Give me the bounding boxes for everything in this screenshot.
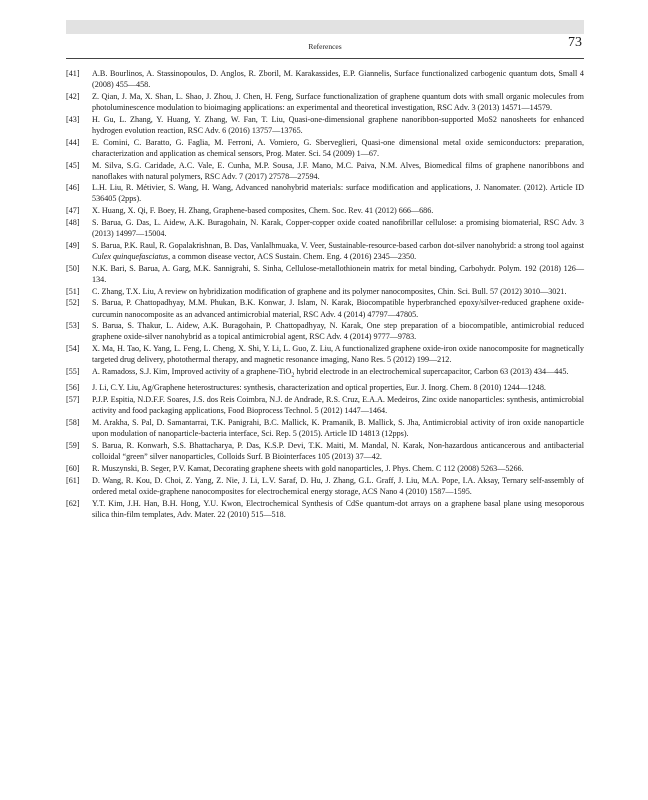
reference-text — [92, 161, 584, 181]
reference-item — [66, 217, 584, 239]
reference-body: X. Ma, H. Tao, K. Yang, L. Feng, L. Cheng, X. Shi, Y. Li, L. Guo, Z. Liu, A functionalized graphene oxide-iron oxide nanocomposite for magnetically targeted drug delivery, photothermal therapy, and magnetic resonance imaging, Nano Res. 5 (2012) 199—212. — [92, 344, 584, 365]
reference-item — [66, 343, 584, 365]
reference-number: [58] — [66, 418, 80, 428]
reference-item — [66, 160, 584, 182]
reference-item — [66, 382, 584, 393]
page-number: 73 — [568, 35, 582, 50]
reference-number: [54] — [66, 344, 80, 354]
reference-item — [66, 263, 584, 285]
reference-text — [92, 367, 569, 379]
reference-body: M. Silva, S.G. Caridade, A.C. Vale, E. Cunha, M.P. Sousa, J.F. Mano, M.C. Paiva, N.M. Alves, Biomedical films of graphene nanoribbons and nanoflakes with natural polymers, RSC Adv. 7 (2017) 27578—27594. — [92, 160, 584, 181]
reference-body: S. Barua, G. Das, L. Aidew, A.K. Buragohain, N. Karak, Copper-copper oxide coated nanofibrillar cellulose: a promising biomaterial, RSC Adv. 3 (2013) 14997—15004. — [92, 218, 584, 239]
reference-number: [44] — [66, 137, 80, 147]
reference-number: [42] — [66, 91, 80, 101]
reference-text — [92, 418, 584, 438]
reference-text — [92, 344, 584, 364]
reference-body: S. Barua, P. Chattopadhyay, M.M. Phukan, B.K. Konwar, J. Islam, N. Karak, Biocompatible hyperbranched epoxy/silver-reduced graphene oxide-curcumin nanocomposite as an advanced antimicrobial material, RSC Adv. 4 (2014) 47797—47805. — [92, 298, 584, 319]
reference-number: [56] — [66, 383, 80, 393]
reference-item — [66, 114, 584, 136]
reference-list — [66, 68, 584, 520]
reference-text — [92, 115, 584, 135]
reference-body: N.K. Bari, S. Barua, A. Garg, M.K. Sannigrahi, S. Sinha, Cellulose-metallothionein matrix for metal binding, Carbohydr. Polym. 192 (2018) 126—134. — [92, 263, 584, 284]
running-header — [66, 36, 584, 59]
reference-number: [47] — [66, 206, 80, 216]
reference-number: [55] — [66, 367, 80, 377]
reference-item — [66, 240, 584, 262]
reference-body-start: S. Barua, P.K. Raul, R. Gopalakrishnan, B. Das, Vanlalhmuaka, V. Veer, Sustainable-resource-based carbon dot-silver nanohybrid: a strong tool against — [92, 240, 584, 250]
reference-body-start: A. Ramadoss, S.J. Kim, Improved activity of a graphene-TiO — [92, 367, 292, 377]
reference-number: [45] — [66, 160, 80, 170]
reference-item — [66, 286, 584, 297]
reference-body: Z. Qian, J. Ma, X. Shan, L. Shao, J. Zhou, J. Chen, H. Feng, Surface functionalization of graphene quantum dots with small organic molecules from photoluminescence modulation to bioimaging applications: an experimental and theoretical investigation, RSC Adv. 3 (2013) 14571—14579. — [92, 91, 584, 112]
reference-number: [46] — [66, 183, 80, 193]
reference-text — [92, 218, 584, 238]
reference-item — [66, 91, 584, 113]
reference-number: [52] — [66, 298, 80, 308]
reference-text — [92, 92, 584, 112]
reference-item — [66, 320, 584, 342]
reference-item — [66, 205, 584, 216]
reference-item — [66, 463, 584, 474]
running-title: References — [308, 42, 342, 51]
reference-subscript: 2 — [291, 372, 295, 379]
reference-number: [61] — [66, 475, 80, 485]
reference-text — [92, 441, 584, 461]
reference-text — [92, 476, 584, 496]
reference-text — [92, 183, 584, 203]
reference-body: S. Barua, S. Thakur, L. Aidew, A.K. Buragohain, P. Chattopadhyay, N. Karak, One step preparation of a biocompatible, antimicrobial reduced graphene oxide-silver nanohybrid as a topical antimicrobial agent, RSC Adv. 4 (2014) 9777—9783. — [92, 321, 584, 342]
reference-number: [62] — [66, 498, 80, 508]
reference-text — [92, 264, 584, 284]
reference-body: D. Wang, R. Kou, D. Choi, Z. Yang, Z. Nie, J. Li, L.V. Saraf, D. Hu, J. Zhang, G.L. Graff, J. Liu, M.A. Pope, I.A. Aksay, Ternary self-assembly of ordered metal oxide-graphene nanocomposites for electrochemical energy storage, ACS Nano 4 (2010) 1587—1595. — [92, 475, 584, 496]
reference-body: S. Barua, R. Konwarh, S.S. Bhattacharya, P. Das, K.S.P. Devi, T.K. Maiti, M. Mandal, N. Karak, Non-hazardous anticancerous and antibacterial colloidal “green” silver nanoparticles, Colloids Surf. B Biointerfaces 105 (2013) 37—42. — [92, 441, 584, 462]
reference-item — [66, 394, 584, 416]
reference-item — [66, 440, 584, 462]
reference-text — [92, 241, 584, 261]
reference-item — [66, 366, 584, 382]
header-bar — [66, 20, 584, 34]
page — [66, 20, 584, 536]
reference-number: [53] — [66, 321, 80, 331]
reference-body: X. Huang, X. Qi, F. Boey, H. Zhang, Graphene-based composites, Chem. Soc. Rev. 41 (2012) 666—686. — [92, 206, 434, 216]
reference-item — [66, 68, 584, 90]
reference-text — [92, 138, 584, 158]
reference-text — [92, 464, 524, 473]
reference-text — [92, 499, 584, 519]
reference-number: [50] — [66, 263, 80, 273]
reference-text — [92, 395, 584, 415]
reference-body: C. Zhang, T.X. Liu, A review on hybridization modification of graphene and its polymer nanocomposites, Chin. Sci. Bull. 57 (2012) 3010—3021. — [92, 286, 567, 296]
reference-body: R. Muszynski, B. Seger, P.V. Kamat, Decorating graphene sheets with gold nanoparticles, J. Phys. Chem. C 112 (2008) 5263—5266. — [92, 463, 524, 473]
reference-text — [92, 69, 584, 89]
reference-item — [66, 475, 584, 497]
reference-item — [66, 137, 584, 159]
reference-body-end: hybrid electrode in an electrochemical supercapacitor, Carbon 63 (2013) 434—445. — [294, 367, 569, 377]
reference-number: [51] — [66, 286, 80, 296]
reference-body: E. Comini, C. Baratto, G. Faglia, M. Ferroni, A. Vomiero, G. Sberveglieri, Quasi-one dimensional metal oxide semiconductors: preparation, characterization and application as chemical sensors, Prog. Mater. Sci. 54 (2009) 1—67. — [92, 137, 584, 158]
reference-number: [57] — [66, 395, 80, 405]
reference-number: [60] — [66, 463, 80, 473]
reference-number: [48] — [66, 218, 80, 228]
reference-text — [92, 206, 433, 215]
reference-item — [66, 417, 584, 439]
reference-body: Y.T. Kim, J.H. Han, B.H. Hong, Y.U. Kwon, Electrochemical Synthesis of CdSe quantum-dot arrays on a graphene basal plane using mesoporous silica thin-film templates, Adv. Mater. 22 (2010) 515—518. — [92, 498, 584, 519]
reference-body: P.J.P. Espitia, N.D.F.F. Soares, J.S. dos Reis Coimbra, N.J. de Andrade, R.S. Cruz, E.A.A. Medeiros, Zinc oxide nanoparticles: synthesis, antimicrobial activity and food packaging applications, Food Bioprocess Technol. 5 (2012) 1447—1464. — [92, 395, 584, 416]
reference-body: M. Arakha, S. Pal, D. Samantarrai, T.K. Panigrahi, B.C. Mallick, K. Pramanik, B. Mallick, S. Jha, Antimicrobial activity of iron oxide nanoparticle upon modulation of nanoparticle-bacteria interface, Sci. Rep. 5 (2015). Article ID 14813 (12pps). — [92, 418, 584, 439]
reference-text — [92, 287, 567, 296]
reference-number: [43] — [66, 114, 80, 124]
reference-text — [92, 321, 584, 341]
reference-body-end: , a common disease vector, ACS Sustain. Chem. Eng. 4 (2016) 2345—2350. — [168, 252, 417, 261]
reference-text — [92, 383, 546, 392]
reference-body: H. Gu, L. Zhang, Y. Huang, Y. Zhang, W. Fan, T. Liu, Quasi-one-dimensional graphene nanoribbon-supported MoS2 nanosheets for enhanced hydrogen evolution reaction, RSC Adv. 6 (2016) 13757—13765. — [92, 114, 584, 135]
reference-item — [66, 182, 584, 204]
reference-italic-term: Culex quinquefasciatus — [92, 252, 169, 261]
reference-item — [66, 498, 584, 520]
reference-body: J. Li, C.Y. Liu, Ag/Graphene heterostructures: synthesis, characterization and optical properties, Eur. J. Inorg. Chem. 8 (2010) 1244—1248. — [92, 383, 546, 393]
reference-body: A.B. Bourlinos, A. Stassinopoulos, D. Anglos, R. Zboril, M. Karakassides, E.P. Giannelis, Surface functionalized carbogenic quantum dots, Small 4 (2008) 455—458. — [92, 69, 584, 90]
reference-item — [66, 297, 584, 319]
reference-number: [59] — [66, 441, 80, 450]
reference-text — [92, 298, 584, 318]
reference-body: L.H. Liu, R. Métivier, S. Wang, H. Wang, Advanced nanohybrid materials: surface modification and applications, J. Nanomater. (2012). Article ID 536405 (2pps). — [92, 183, 584, 204]
reference-number: [41] — [66, 69, 80, 78]
reference-number: [49] — [66, 240, 80, 250]
